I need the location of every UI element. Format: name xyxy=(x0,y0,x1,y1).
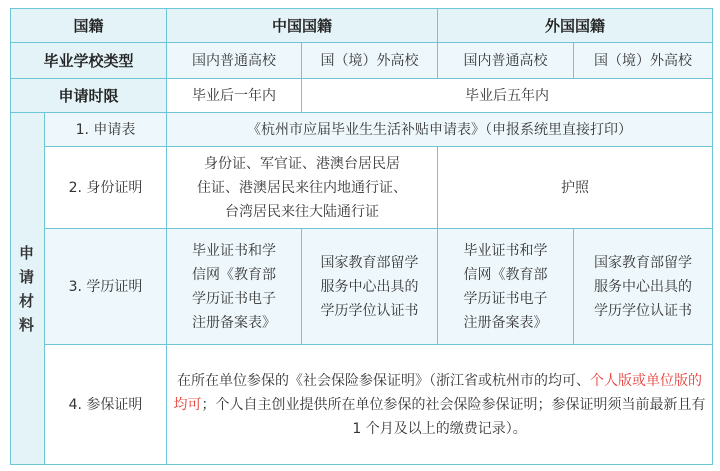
identity-label: 2. 身份证明 xyxy=(45,147,167,229)
cn-domestic-school: 国内普通高校 xyxy=(167,43,302,79)
deadline-others: 毕业后五年内 xyxy=(302,79,713,113)
identity-chinese xyxy=(167,147,438,229)
materials-char-1: 申 xyxy=(18,243,36,262)
materials-char-4: 料 xyxy=(18,315,36,334)
edu-cn-domestic-line-1: 毕业证书和学 xyxy=(192,242,277,259)
edu-fr-overseas-line-2: 服务中心出具的 xyxy=(594,278,693,295)
identity-chinese-line-1: 身份证、军官证、港澳台居民居 xyxy=(204,155,401,172)
insurance-highlight: 个人版或单位版的均可 xyxy=(173,372,703,413)
education-row xyxy=(11,229,713,345)
insurance-text-part-2: ；个人自主创业提供所在单位参保的社会保险参保证明；参保证明须当前最新且有 1 个月及以上的缴费记录）。 xyxy=(201,396,706,437)
education-cn-domestic xyxy=(167,229,302,345)
foreign-nationality-header: 外国国籍 xyxy=(438,9,713,43)
edu-cn-overseas-line-2: 服务中心出具的 xyxy=(320,278,419,295)
edu-fr-overseas-line-1: 国家教育部留学 xyxy=(594,254,693,271)
school-type-row xyxy=(11,43,713,79)
identity-row xyxy=(11,147,713,229)
insurance-description xyxy=(167,345,713,465)
edu-cn-overseas-line-1: 国家教育部留学 xyxy=(320,254,419,271)
insurance-row xyxy=(11,345,713,465)
application-form-value: 《杭州市应届毕业生生活补贴申请表》（申报系统里直接打印） xyxy=(167,113,713,147)
education-foreign-overseas xyxy=(574,229,713,345)
foreign-overseas-school: 国（境）外高校 xyxy=(574,43,713,79)
school-type-label: 毕业学校类型 xyxy=(11,43,167,79)
edu-cn-domestic-line-2: 信网《教育部 xyxy=(192,266,277,283)
materials-char-3: 材 xyxy=(18,291,36,310)
edu-fr-domestic-line-3: 学历证书电子 xyxy=(463,290,548,307)
edu-fr-domestic-line-2: 信网《教育部 xyxy=(463,266,548,283)
deadline-cn-domestic: 毕业后一年内 xyxy=(167,79,302,113)
identity-chinese-line-3: 台湾居民来往大陆通行证 xyxy=(225,203,380,220)
edu-cn-domestic-line-4: 注册备案表》 xyxy=(192,314,277,331)
nationality-header: 国籍 xyxy=(11,9,167,43)
edu-cn-overseas-line-3: 学历学位认证书 xyxy=(320,302,419,319)
application-form-row xyxy=(11,113,713,147)
cn-overseas-school: 国（境）外高校 xyxy=(302,43,438,79)
education-label: 3. 学历证明 xyxy=(45,229,167,345)
subsidy-requirements-table xyxy=(10,8,713,465)
education-cn-overseas xyxy=(302,229,438,345)
identity-foreign: 护照 xyxy=(438,147,713,229)
edu-cn-domestic-line-3: 学历证书电子 xyxy=(192,290,277,307)
edu-fr-domestic-line-4: 注册备案表》 xyxy=(463,314,548,331)
deadline-label: 申请时限 xyxy=(11,79,167,113)
materials-label xyxy=(11,113,45,465)
identity-chinese-line-2: 住证、港澳居民来往内地通行证、 xyxy=(197,179,408,196)
chinese-nationality-header: 中国国籍 xyxy=(167,9,438,43)
insurance-label: 4. 参保证明 xyxy=(45,345,167,465)
deadline-row xyxy=(11,79,713,113)
edu-fr-domestic-line-1: 毕业证书和学 xyxy=(463,242,548,259)
application-form-label: 1. 申请表 xyxy=(45,113,167,147)
edu-fr-overseas-line-3: 学历学位认证书 xyxy=(594,302,693,319)
materials-char-2: 请 xyxy=(18,267,36,286)
foreign-domestic-school: 国内普通高校 xyxy=(438,43,574,79)
header-row xyxy=(11,9,713,43)
education-foreign-domestic xyxy=(438,229,574,345)
insurance-text-part-1: 在所在单位参保的《社会保险参保证明》（浙江省或杭州市的均可、 xyxy=(177,372,591,389)
